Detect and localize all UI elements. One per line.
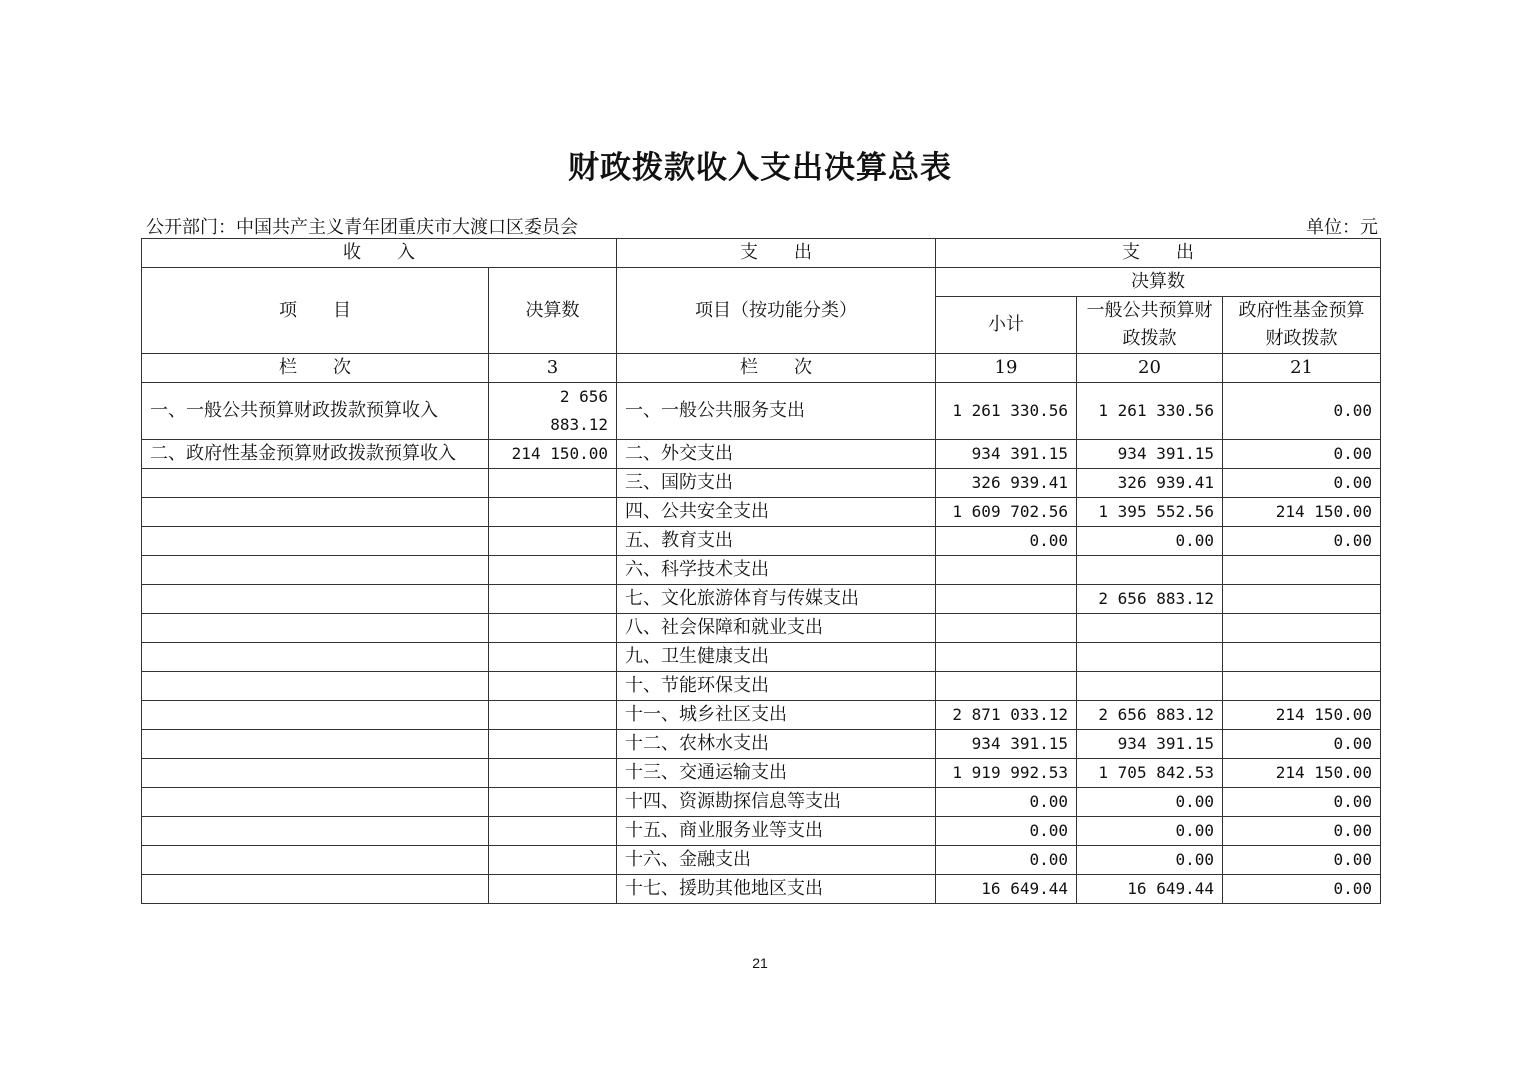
expense-header-1: 支 出 [617, 239, 936, 268]
table-row [142, 701, 1381, 730]
income-amount-cell [489, 730, 617, 759]
gov-fund-cell: 0.00 [1223, 527, 1381, 556]
income-amount-cell [489, 614, 617, 643]
table-row [142, 846, 1381, 875]
expense-item-cell: 十七、援助其他地区支出 [617, 875, 936, 904]
expense-item-cell: 五、教育支出 [617, 527, 936, 556]
general-budget-cell: 16 649.44 [1077, 875, 1223, 904]
expense-item-cell: 十三、交通运输支出 [617, 759, 936, 788]
general-budget-cell [1077, 643, 1223, 672]
income-item-cell [142, 817, 489, 846]
col-label-1: 栏 次 [142, 354, 489, 383]
table-row [142, 643, 1381, 672]
general-budget-cell: 2 656 883.12 [1077, 585, 1223, 614]
general-budget-cell: 934 391.15 [1077, 440, 1223, 469]
gov-fund-header: 政府性基金预算财政拨款 [1223, 297, 1381, 354]
table-row [142, 875, 1381, 904]
expense-header-2: 支 出 [936, 239, 1381, 268]
general-budget-cell: 326 939.41 [1077, 469, 1223, 498]
income-item-cell: 一、一般公共预算财政拨款预算收入 [142, 383, 489, 440]
income-amount-cell [489, 527, 617, 556]
income-header: 收 入 [142, 239, 617, 268]
col-label-2: 栏 次 [617, 354, 936, 383]
gov-fund-cell [1223, 672, 1381, 701]
subtotal-cell: 0.00 [936, 846, 1077, 875]
gov-fund-cell: 0.00 [1223, 440, 1381, 469]
table-row [142, 469, 1381, 498]
expense-item-cell: 二、外交支出 [617, 440, 936, 469]
income-amount-cell [489, 846, 617, 875]
table-row [142, 614, 1381, 643]
income-item-cell [142, 498, 489, 527]
general-budget-header: 一般公共预算财政拨款 [1077, 297, 1223, 354]
unit-label: 单位：元 [1306, 217, 1378, 238]
col-num-2: 19 [936, 354, 1077, 383]
income-item-cell: 二、政府性基金预算财政拨款预算收入 [142, 440, 489, 469]
subtotal-header: 小计 [936, 297, 1077, 354]
general-budget-cell: 0.00 [1077, 527, 1223, 556]
income-item-cell [142, 527, 489, 556]
income-amount-cell [489, 817, 617, 846]
gov-fund-cell [1223, 556, 1381, 585]
subtotal-cell: 16 649.44 [936, 875, 1077, 904]
table-row [142, 817, 1381, 846]
expense-item-cell: 七、文化旅游体育与传媒支出 [617, 585, 936, 614]
expense-item-cell: 四、公共安全支出 [617, 498, 936, 527]
general-budget-cell: 1 261 330.56 [1077, 383, 1223, 440]
expense-item-cell: 六、科学技术支出 [617, 556, 936, 585]
table-row [142, 556, 1381, 585]
subtotal-cell: 326 939.41 [936, 469, 1077, 498]
general-budget-cell: 2 656 883.12 [1077, 701, 1223, 730]
table-row [142, 440, 1381, 469]
income-item-cell [142, 614, 489, 643]
income-item-cell [142, 469, 489, 498]
header-row-2 [142, 268, 1381, 297]
subtotal-cell: 934 391.15 [936, 440, 1077, 469]
income-amount-cell [489, 469, 617, 498]
income-item-cell [142, 701, 489, 730]
subtotal-cell: 0.00 [936, 527, 1077, 556]
general-budget-cell [1077, 556, 1223, 585]
income-item-cell [142, 585, 489, 614]
header-row-1 [142, 239, 1381, 268]
gov-fund-cell: 0.00 [1223, 788, 1381, 817]
gov-fund-cell: 214 150.00 [1223, 701, 1381, 730]
income-item-cell [142, 643, 489, 672]
gov-fund-cell: 0.00 [1223, 730, 1381, 759]
fiscal-summary-table [141, 238, 1381, 904]
income-amount-cell [489, 585, 617, 614]
subtotal-cell: 2 871 033.12 [936, 701, 1077, 730]
expense-item-cell: 十五、商业服务业等支出 [617, 817, 936, 846]
income-amount-cell [489, 701, 617, 730]
income-item-cell [142, 846, 489, 875]
gov-fund-cell: 0.00 [1223, 817, 1381, 846]
expense-item-cell: 十一、城乡社区支出 [617, 701, 936, 730]
table-row [142, 672, 1381, 701]
expense-item-header: 项目（按功能分类） [617, 268, 936, 354]
table-row [142, 730, 1381, 759]
subtotal-cell: 0.00 [936, 817, 1077, 846]
expense-item-cell: 八、社会保障和就业支出 [617, 614, 936, 643]
gov-fund-cell [1223, 585, 1381, 614]
table-row [142, 759, 1381, 788]
expense-item-cell: 三、国防支出 [617, 469, 936, 498]
item-header: 项 目 [142, 268, 489, 354]
income-amount-cell [489, 498, 617, 527]
income-amount-cell [489, 759, 617, 788]
col-num-1: 3 [489, 354, 617, 383]
expense-item-cell: 十六、金融支出 [617, 846, 936, 875]
gov-fund-cell [1223, 643, 1381, 672]
general-budget-cell [1077, 672, 1223, 701]
gov-fund-cell: 0.00 [1223, 383, 1381, 440]
col-num-4: 21 [1223, 354, 1381, 383]
gov-fund-cell: 214 150.00 [1223, 759, 1381, 788]
income-amount-cell: 214 150.00 [489, 440, 617, 469]
general-budget-cell: 1 705 842.53 [1077, 759, 1223, 788]
income-item-cell [142, 759, 489, 788]
income-amount-cell [489, 875, 617, 904]
subtotal-cell: 1 261 330.56 [936, 383, 1077, 440]
subtotal-cell [936, 556, 1077, 585]
income-item-cell [142, 730, 489, 759]
subtotal-cell: 0.00 [936, 788, 1077, 817]
income-item-cell [142, 556, 489, 585]
income-amount-cell [489, 788, 617, 817]
column-index-row [142, 354, 1381, 383]
expense-item-cell: 九、卫生健康支出 [617, 643, 936, 672]
col-num-3: 20 [1077, 354, 1223, 383]
income-amount-cell: 2 656 883.12 [489, 383, 617, 440]
income-amount-header: 决算数 [489, 268, 617, 354]
subtotal-cell [936, 614, 1077, 643]
income-amount-cell [489, 643, 617, 672]
general-budget-cell: 934 391.15 [1077, 730, 1223, 759]
income-amount-cell [489, 556, 617, 585]
table-row [142, 585, 1381, 614]
subtotal-cell: 1 609 702.56 [936, 498, 1077, 527]
general-budget-cell: 0.00 [1077, 788, 1223, 817]
final-amount-header: 决算数 [936, 268, 1381, 297]
subtotal-cell: 934 391.15 [936, 730, 1077, 759]
gov-fund-cell [1223, 614, 1381, 643]
table-row [142, 498, 1381, 527]
general-budget-cell: 0.00 [1077, 846, 1223, 875]
expense-item-cell: 一、一般公共服务支出 [617, 383, 936, 440]
expense-item-cell: 十、节能环保支出 [617, 672, 936, 701]
subtotal-cell [936, 585, 1077, 614]
expense-item-cell: 十四、资源勘探信息等支出 [617, 788, 936, 817]
subtotal-cell: 1 919 992.53 [936, 759, 1077, 788]
income-item-cell [142, 672, 489, 701]
gov-fund-cell: 214 150.00 [1223, 498, 1381, 527]
department-label: 公开部门：中国共产主义青年团重庆市大渡口区委员会 [146, 217, 578, 238]
table-row [142, 788, 1381, 817]
table-row [142, 383, 1381, 440]
gov-fund-cell: 0.00 [1223, 875, 1381, 904]
income-amount-cell [489, 672, 617, 701]
table-row [142, 527, 1381, 556]
gov-fund-cell: 0.00 [1223, 469, 1381, 498]
subtotal-cell [936, 643, 1077, 672]
income-item-cell [142, 788, 489, 817]
page-title: 财政拨款收入支出决算总表 [568, 150, 952, 186]
subtotal-cell [936, 672, 1077, 701]
gov-fund-cell: 0.00 [1223, 846, 1381, 875]
page-number: 21 [752, 955, 768, 971]
income-item-cell [142, 875, 489, 904]
general-budget-cell: 1 395 552.56 [1077, 498, 1223, 527]
expense-item-cell: 十二、农林水支出 [617, 730, 936, 759]
general-budget-cell [1077, 614, 1223, 643]
general-budget-cell: 0.00 [1077, 817, 1223, 846]
